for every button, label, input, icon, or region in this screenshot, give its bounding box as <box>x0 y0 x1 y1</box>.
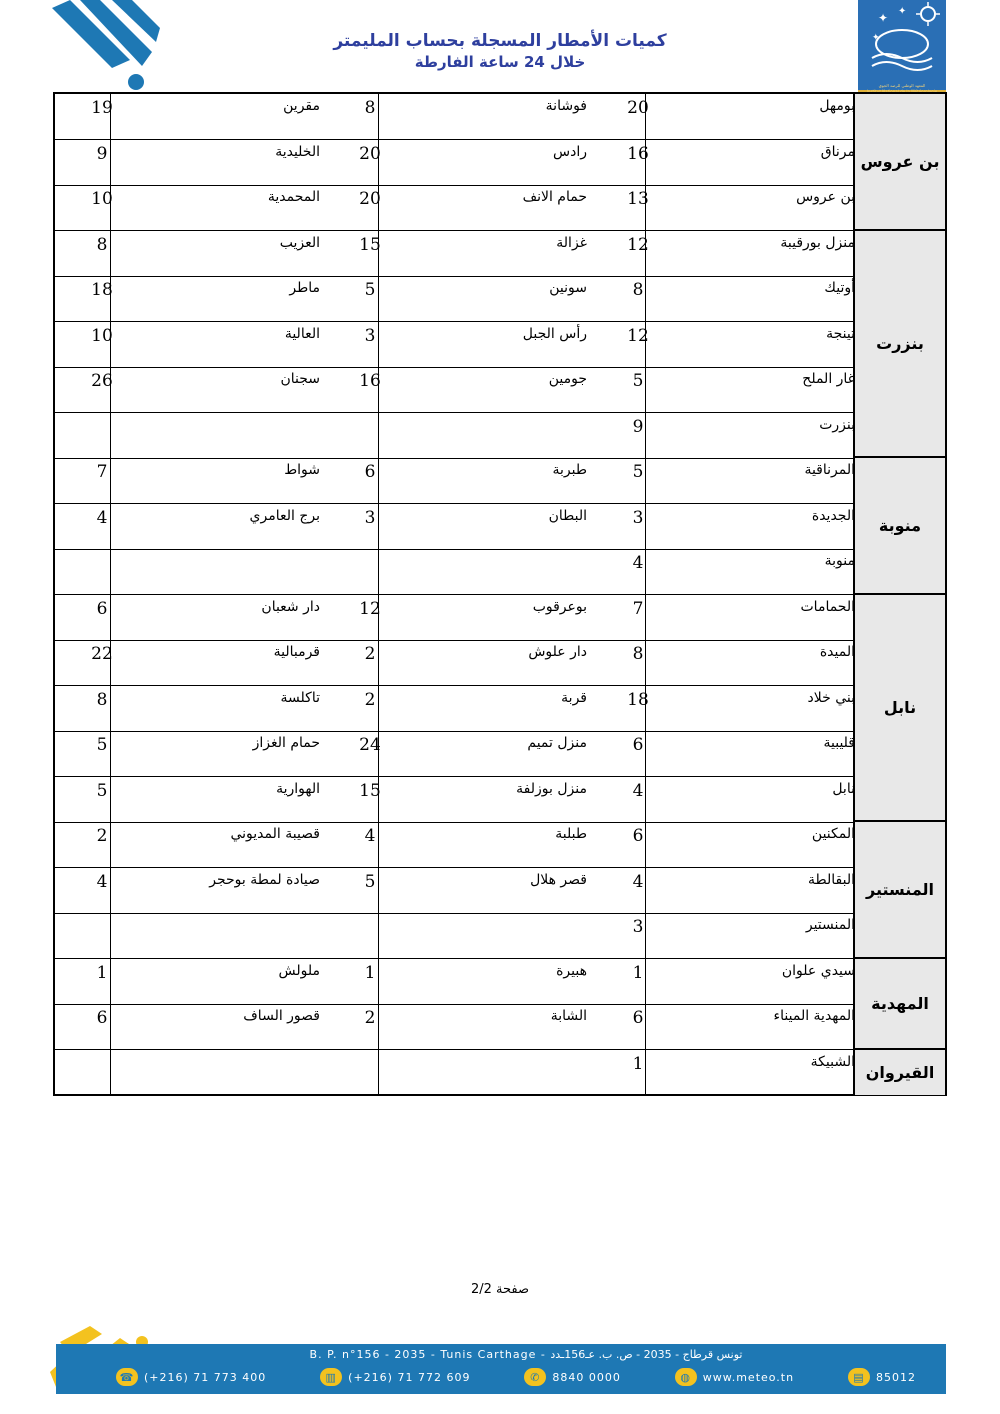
rainfall-value: 4 <box>632 871 644 892</box>
rainfall-value: 8 <box>632 280 644 300</box>
rainfall-value: 9 <box>632 416 644 437</box>
rainfall-value: 8 <box>96 234 108 255</box>
fax-item <box>116 1368 266 1386</box>
rainfall-table <box>53 92 947 1096</box>
rainfall-value: 8 <box>632 644 644 664</box>
station-name: الشبيكة <box>810 1053 855 1070</box>
rainfall-value: 3 <box>632 507 644 528</box>
station-name: قربة <box>561 689 587 706</box>
station-name: دار شعبان <box>261 598 320 615</box>
rainfall-value: 1 <box>96 962 108 983</box>
station-name: دار علوش <box>528 644 587 660</box>
sun-waves-emblem-icon <box>858 0 946 80</box>
station-name: المهدية الميناء <box>773 1008 855 1024</box>
rainfall-value: 18 <box>627 689 649 710</box>
column-separator <box>110 913 111 959</box>
station-name: حمام الغزاز <box>252 735 320 751</box>
rainfall-value: 12 <box>359 598 381 619</box>
phone-item <box>320 1368 470 1386</box>
station-name: ملولش <box>278 962 320 979</box>
station-name: طبربة <box>552 462 587 478</box>
governorate-cell: المنستير <box>855 822 945 959</box>
station-name: العالية <box>284 325 320 342</box>
station-name: الحمامات <box>800 598 855 615</box>
globe-icon: ◍ <box>675 1368 697 1386</box>
website-item[interactable] <box>675 1368 794 1386</box>
station-name: قرمبالية <box>273 644 320 660</box>
table-row <box>55 595 855 641</box>
table-row <box>55 458 855 504</box>
station-name: شواط <box>284 462 320 478</box>
station-name: نابل <box>832 780 855 797</box>
table-row <box>55 185 855 231</box>
station-name: المحمدية <box>267 189 320 205</box>
rainfall-value: 1 <box>364 962 376 983</box>
green-number-item <box>524 1368 621 1386</box>
rainfall-value: 5 <box>364 280 376 300</box>
rainfall-value: 15 <box>359 780 381 801</box>
phone-number: (+216) 71 772 609 <box>348 1370 471 1384</box>
sms-number: 85012 <box>875 1370 916 1384</box>
rainfall-value: 3 <box>632 917 644 937</box>
rainfall-value: 4 <box>632 553 644 573</box>
document-title <box>300 30 700 72</box>
rainfall-value: 13 <box>627 189 649 209</box>
governorate-cell: القيروان <box>855 1050 945 1096</box>
rainfall-value: 20 <box>359 189 381 209</box>
fax-number: (+216) 71 773 400 <box>144 1370 267 1384</box>
station-name: رادس <box>553 143 587 160</box>
rainfall-value: 6 <box>632 826 644 846</box>
institute-logo <box>858 0 946 93</box>
station-name: طبلبة <box>555 826 587 842</box>
rainfall-value: 12 <box>627 325 649 346</box>
station-name: تينجة <box>826 325 855 342</box>
sms-icon: ▤ <box>848 1368 870 1386</box>
rainfall-value: 5 <box>632 371 644 391</box>
phone-icon: ▥ <box>320 1368 342 1386</box>
title-line-2: خلال 24 ساعة الفارطة <box>414 53 586 71</box>
station-name: قليبية <box>823 735 855 751</box>
station-name: مرناق <box>820 143 855 160</box>
logo-caption-ar: المعهد الوطني للرصد الجوي <box>878 83 926 88</box>
station-name: رأس الجبل <box>522 325 587 342</box>
rainfall-value: 8 <box>96 689 108 710</box>
station-name: المنستير <box>805 917 855 933</box>
station-name: منزل بورقيبة <box>780 234 855 251</box>
rainfall-value: 1 <box>632 962 644 983</box>
station-name: الخليدية <box>275 143 320 160</box>
column-separator <box>378 413 379 459</box>
rainfall-value: 20 <box>627 98 649 118</box>
rainfall-value: 4 <box>632 780 644 801</box>
rainfall-value: 4 <box>364 826 376 846</box>
table-row <box>55 413 855 459</box>
table-row <box>55 868 855 914</box>
station-name: البطان <box>548 507 587 524</box>
rainfall-value: 9 <box>96 143 108 164</box>
table-row <box>55 822 855 868</box>
station-name: بني خلاد <box>807 689 855 706</box>
rainfall-value: 12 <box>627 234 649 255</box>
table-row <box>55 959 855 1005</box>
table-row <box>55 504 855 550</box>
station-name: بوعرقوب <box>532 598 587 615</box>
station-name: سجنان <box>280 371 320 387</box>
rainfall-value: 5 <box>96 780 108 801</box>
footer-address: B. P. n°156 - 2035 - Tunis Carthage - تونس قرطاج - 2035 - ص. ب. عـ156ـدد <box>309 1348 743 1361</box>
table-row <box>55 94 855 140</box>
handset-icon: ✆ <box>524 1368 546 1386</box>
station-name: العزيب <box>279 234 320 251</box>
rainfall-value: 18 <box>91 280 113 300</box>
footer-bar <box>56 1344 946 1394</box>
station-name: منوبة <box>824 553 855 569</box>
station-name: بومهل <box>819 98 855 114</box>
table-row <box>55 140 855 186</box>
rainfall-value: 3 <box>364 325 376 346</box>
page-number: صفحة 2/2 <box>470 1282 530 1297</box>
column-separator <box>378 1050 379 1096</box>
station-name: صيادة لمطة بوحجر <box>209 871 320 888</box>
logo-caption-fr: Institut National de la Météorologie <box>866 89 938 94</box>
station-name: الجديدة <box>811 507 855 524</box>
rainfall-value: 7 <box>96 462 108 482</box>
rainfall-value: 5 <box>96 735 108 755</box>
station-name: هبيرة <box>556 962 587 979</box>
station-name: سونين <box>549 280 587 296</box>
rainfall-value: 2 <box>364 644 376 664</box>
rainfall-value: 16 <box>359 371 381 391</box>
rainfall-value: 6 <box>96 1008 108 1028</box>
column-separator <box>110 413 111 459</box>
rainfall-value: 2 <box>96 826 108 846</box>
station-name: قصر هلال <box>530 871 587 888</box>
rainfall-value: 20 <box>359 143 381 164</box>
svg-text:✦: ✦ <box>872 33 880 43</box>
column-separator <box>110 549 111 595</box>
station-name: بنزرت <box>819 416 855 433</box>
station-name: الشابة <box>550 1008 587 1024</box>
fax-icon: ☎ <box>116 1368 138 1386</box>
sms-item <box>848 1368 916 1386</box>
rainfall-value: 7 <box>632 598 644 619</box>
station-name: مقرين <box>283 98 320 114</box>
station-name: ماطر <box>289 280 320 296</box>
table-row <box>55 367 855 413</box>
station-name: فوشانة <box>545 98 587 114</box>
station-name: تاكلسة <box>280 689 320 706</box>
rainfall-value: 19 <box>91 98 113 118</box>
rainfall-value: 22 <box>91 644 113 664</box>
rainfall-value: 2 <box>364 689 376 710</box>
rainfall-value: 6 <box>364 462 376 482</box>
governorate-cell: المهدية <box>855 959 945 1050</box>
governorate-cell: بن عروس <box>855 94 945 231</box>
rainfall-value: 5 <box>364 871 376 892</box>
station-name: سيدي علوان <box>781 962 855 979</box>
footer-contacts <box>116 1366 916 1388</box>
rainfall-value: 8 <box>364 98 376 118</box>
title-line-1: كميات الأمطار المسجلة بحساب المليمتر <box>333 31 667 51</box>
decorative-stripes-logo <box>52 0 162 92</box>
rainfall-value: 2 <box>364 1008 376 1028</box>
table-row <box>55 1004 855 1050</box>
governorate-cell: بنزرت <box>855 231 945 459</box>
station-name: برج العامري <box>249 507 320 524</box>
table-row <box>55 231 855 277</box>
rainfall-value: 6 <box>632 1008 644 1028</box>
table-row <box>55 276 855 322</box>
rainfall-value: 10 <box>91 325 113 346</box>
governorate-cell: منوبة <box>855 458 945 595</box>
station-name: غزالة <box>556 234 587 251</box>
table-row <box>55 777 855 823</box>
station-name: الميدة <box>819 644 855 660</box>
rainfall-value: 6 <box>632 735 644 755</box>
station-name: جومين <box>548 371 587 387</box>
station-name: قصور الساف <box>243 1008 320 1024</box>
rainfall-value: 5 <box>632 462 644 482</box>
station-name: قصيبة المديوني <box>230 826 320 842</box>
rainfall-value: 24 <box>359 735 381 755</box>
svg-text:✦: ✦ <box>898 6 907 17</box>
rainfall-value: 1 <box>632 1053 644 1074</box>
station-name: منزل بوزلفة <box>516 780 587 797</box>
station-name: المرناقية <box>804 462 855 478</box>
station-name: أوتيك <box>824 280 855 296</box>
table-row <box>55 913 855 959</box>
rainfall-value: 3 <box>364 507 376 528</box>
green-number: 8840 0000 <box>552 1370 621 1384</box>
station-name: المكنين <box>811 826 855 842</box>
rainfall-value: 15 <box>359 234 381 255</box>
rainfall-value: 6 <box>96 598 108 619</box>
station-name: حمام الانف <box>522 189 587 205</box>
website-link[interactable]: www.meteo.tn <box>702 1370 795 1384</box>
table-row <box>55 640 855 686</box>
rainfall-value: 10 <box>91 189 113 209</box>
governorate-cell: نابل <box>855 595 945 823</box>
governorate-column <box>853 94 945 1094</box>
table-row <box>55 549 855 595</box>
station-name: الهوارية <box>276 780 320 797</box>
station-name: غار الملح <box>802 371 855 387</box>
rainfall-value: 16 <box>627 143 649 164</box>
table-row <box>55 1050 855 1096</box>
svg-text:✦: ✦ <box>878 11 889 25</box>
station-name: بن عروس <box>796 189 855 205</box>
table-row <box>55 686 855 732</box>
rainfall-value: 26 <box>91 371 113 391</box>
column-separator <box>378 913 379 959</box>
column-separator <box>378 549 379 595</box>
table-row <box>55 731 855 777</box>
rainfall-value: 4 <box>96 871 108 892</box>
rainfall-value: 4 <box>96 507 108 528</box>
column-separator <box>110 1050 111 1096</box>
station-name: منزل تميم <box>527 735 587 751</box>
station-name: البقالطة <box>808 871 855 888</box>
table-row <box>55 322 855 368</box>
